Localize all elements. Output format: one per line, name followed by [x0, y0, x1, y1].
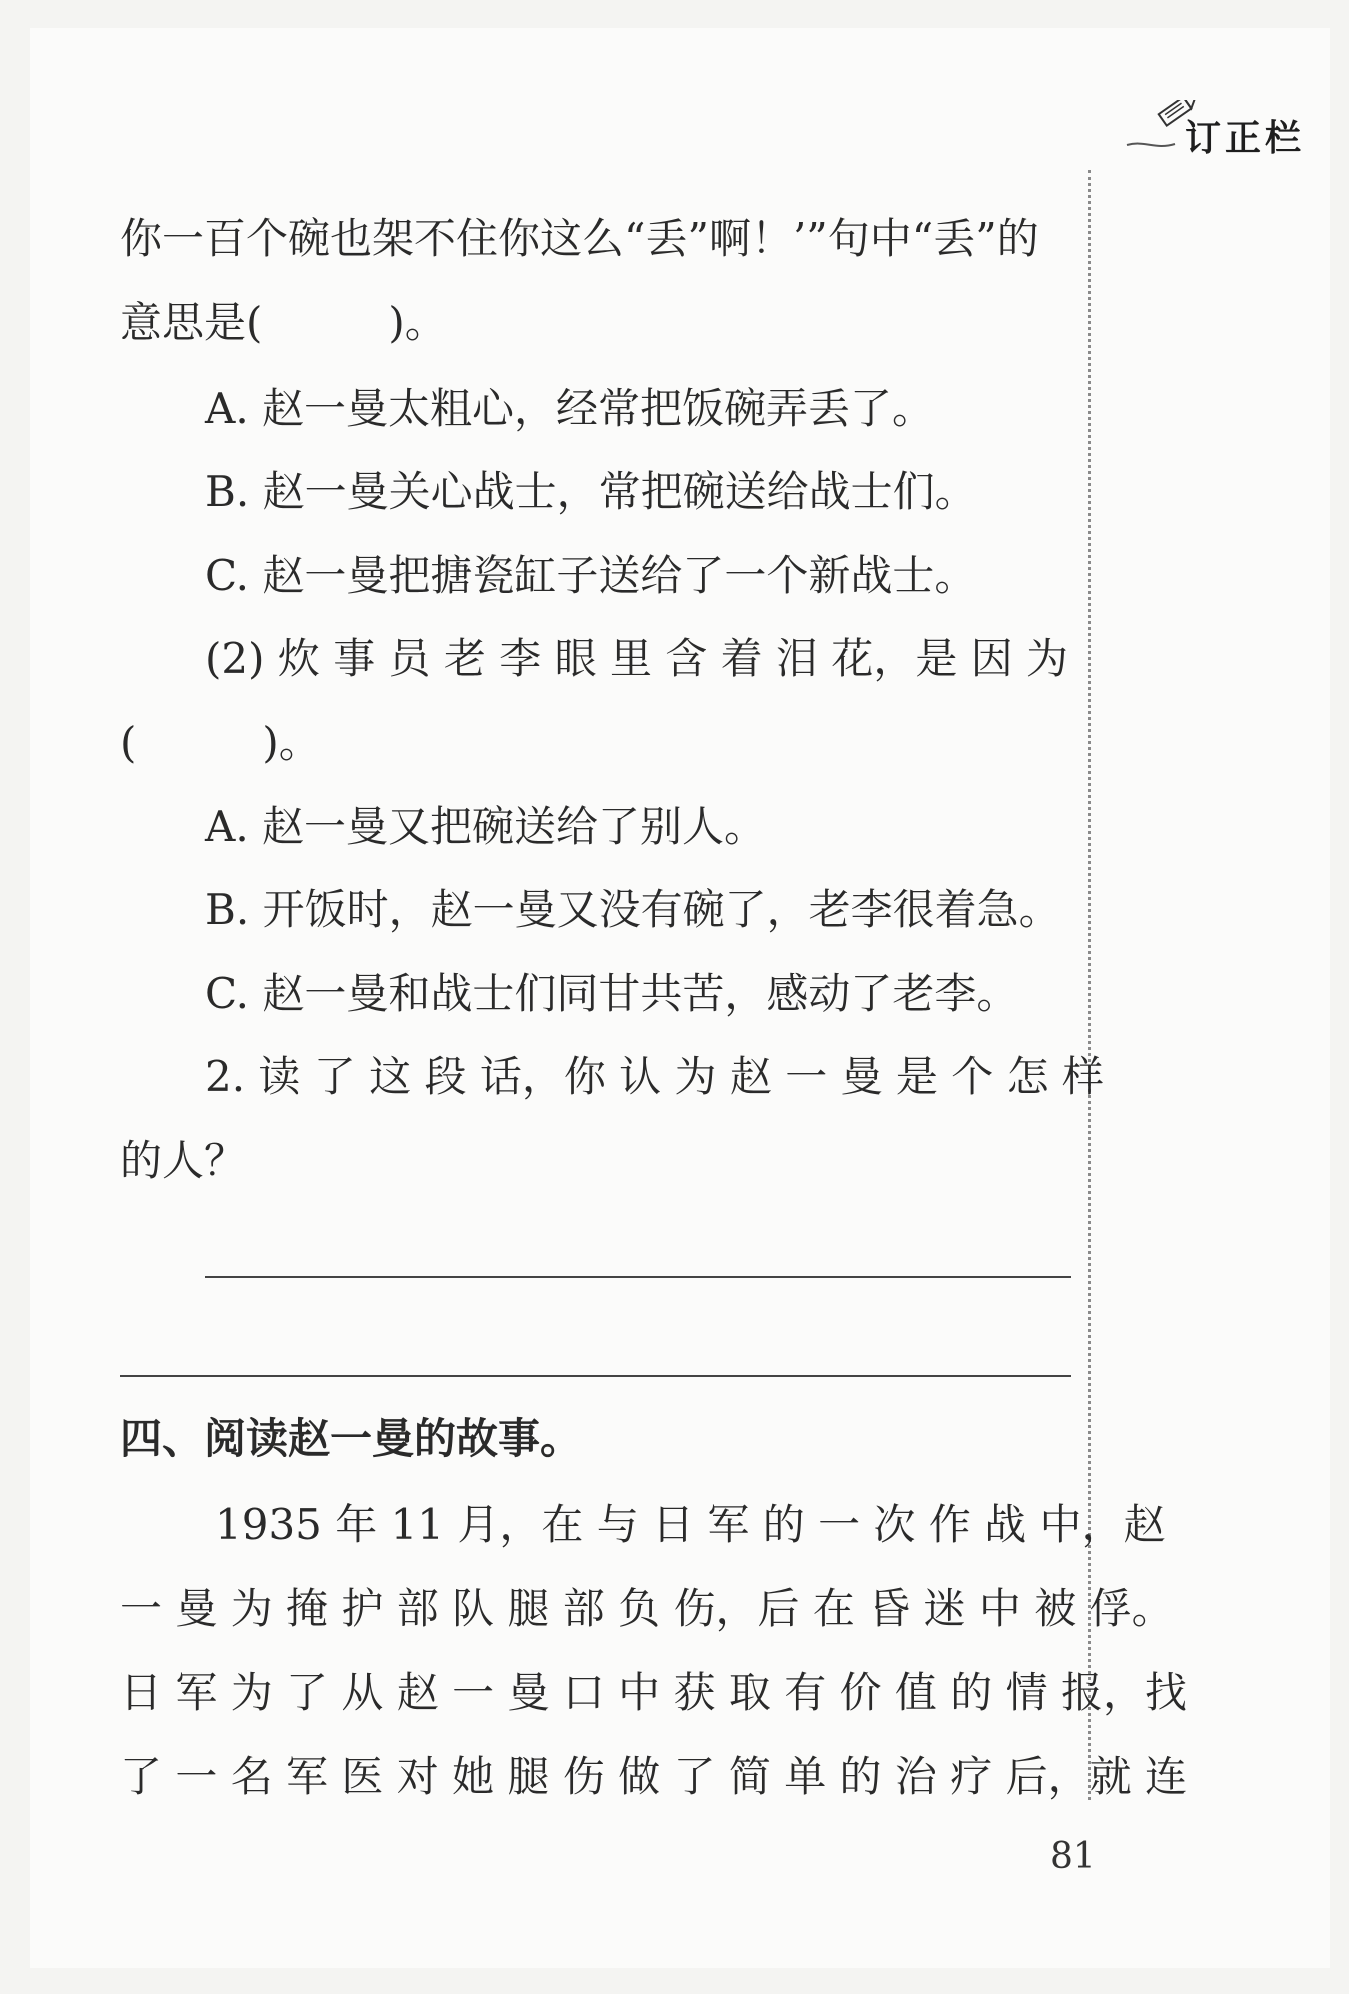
passage-line: 1935 年 11 月，在 与 日 军 的 一 次 作 战 中，赵	[215, 1500, 1166, 1549]
q1-option-a: A. 赵一曼太粗心，经常把饭碗弄丢了。	[205, 384, 935, 433]
passage-line: 了 一 名 军 医 对 她 腿 伤 做 了 简 单 的 治 疗 后，就 连	[120, 1752, 1187, 1801]
answer-line[interactable]	[205, 1276, 1071, 1278]
q2-stem-line: (2) 炊 事 员 老 李 眼 里 含 着 泪 花，是 因 为	[205, 634, 1069, 683]
correction-margin-divider	[1088, 170, 1091, 1800]
question-text-line: 你一百个碗也架不住你这么“丢”啊！’”句中“丢”的	[120, 214, 1039, 263]
question-text-line: 意思是( )。	[120, 298, 447, 347]
passage-line: 一 曼 为 掩 护 部 队 腿 部 负 伤，后 在 昏 迷 中 被 俘。	[120, 1584, 1174, 1633]
q1-option-c: C. 赵一曼把搪瓷缸子送给了一个新战士。	[205, 551, 977, 600]
q3-stem-line: 的人？	[120, 1136, 247, 1185]
q3-stem-line: 2. 读 了 这 段 话，你 认 为 赵 一 曼 是 个 怎 样	[205, 1052, 1104, 1101]
q1-option-b: B. 赵一曼关心战士，常把碗送给战士们。	[205, 467, 977, 516]
page-number: 81	[1050, 1836, 1096, 1877]
correction-label: 订正栏	[1185, 118, 1306, 159]
section-heading: 四、阅读赵一曼的故事。	[120, 1414, 583, 1463]
q2-option-c: C. 赵一曼和战士们同甘共苦，感动了老李。	[205, 969, 1019, 1018]
q2-option-b: B. 开饭时，赵一曼又没有碗了，老李很着急。	[205, 885, 1061, 934]
q2-stem-line: ( )。	[120, 718, 321, 767]
passage-line: 日 军 为 了 从 赵 一 曼 口 中 获 取 有 价 值 的 情 报，找	[120, 1668, 1187, 1717]
q2-option-a: A. 赵一曼又把碗送给了别人。	[205, 802, 767, 851]
answer-line[interactable]	[120, 1375, 1071, 1377]
correction-column-header	[1125, 100, 1325, 160]
